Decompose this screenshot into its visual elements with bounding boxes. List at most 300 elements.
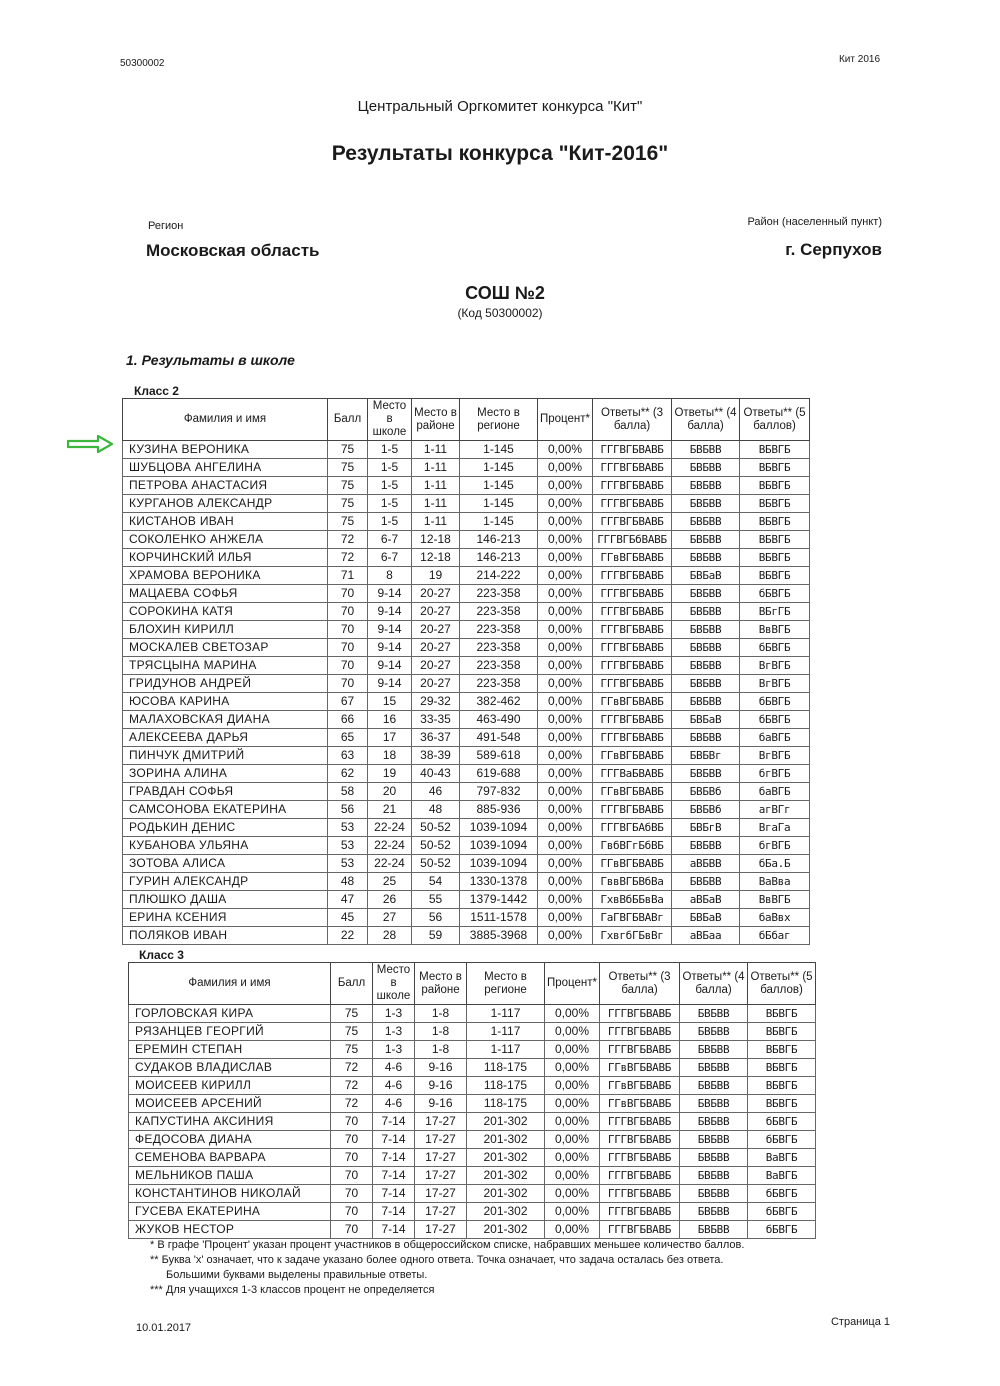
cell-region-place: 223-358	[460, 675, 538, 693]
cell-name: СУДАКОВ ВЛАДИСЛАВ	[129, 1059, 331, 1077]
contest-year: Кит 2016	[838, 54, 880, 65]
cell-answers-3: ГГГВГБВАВБ	[593, 513, 672, 531]
cell-district-place: 50-52	[412, 819, 460, 837]
cell-score: 71	[328, 567, 368, 585]
cell-percent: 0,00%	[538, 819, 593, 837]
table-row	[123, 477, 810, 495]
cell-score: 70	[331, 1131, 373, 1149]
cell-school-place: 18	[368, 747, 412, 765]
cell-region-place: 201-302	[467, 1149, 545, 1167]
cell-answers-3: ГГГВГБВАВБ	[593, 639, 672, 657]
cell-name: КУБАНОВА УЛЬЯНА	[123, 837, 328, 855]
cell-school-place: 9-14	[368, 639, 412, 657]
cell-answers-5: ВгаГа	[740, 819, 810, 837]
cell-percent: 0,00%	[538, 765, 593, 783]
cell-name: ЖУКОВ НЕСТОР	[129, 1221, 331, 1239]
cell-percent: 0,00%	[545, 1095, 600, 1113]
cell-district-place: 29-32	[412, 693, 460, 711]
cell-answers-3: ГГГВГБВАВБ	[593, 459, 672, 477]
cell-district-place: 20-27	[412, 621, 460, 639]
table-row	[129, 1005, 816, 1023]
cell-school-place: 9-14	[368, 621, 412, 639]
cell-answers-3: ГГвВГБВАВБ	[600, 1077, 680, 1095]
cell-name: ЮСОВА КАРИНА	[123, 693, 328, 711]
cell-district-place: 1-8	[415, 1005, 467, 1023]
cell-answers-5: ВвВГБ	[740, 891, 810, 909]
cell-answers-3: ГГГВГБВАВБ	[600, 1149, 680, 1167]
column-header-answers-5: Ответы** (5 баллов)	[740, 399, 810, 441]
cell-answers-3: ГГГВГБВАВБ	[600, 1041, 680, 1059]
cell-district-place: 1-11	[412, 513, 460, 531]
cell-name: ХРАМОВА ВЕРОНИКА	[123, 567, 328, 585]
cell-district-place: 17-27	[415, 1113, 467, 1131]
cell-school-place: 4-6	[373, 1059, 415, 1077]
results-table	[128, 962, 816, 1239]
cell-name: ЕРЕМИН СТЕПАН	[129, 1041, 331, 1059]
cell-district-place: 20-27	[412, 639, 460, 657]
cell-answers-3: ГГГВГБВАВБ	[593, 585, 672, 603]
cell-region-place: 1039-1094	[460, 837, 538, 855]
cell-answers-5: ВБВГБ	[748, 1005, 816, 1023]
cell-school-place: 17	[368, 729, 412, 747]
cell-answers-5: ВБВГБ	[740, 441, 810, 459]
cell-name: ГРАВДАН СОФЬЯ	[123, 783, 328, 801]
cell-score: 53	[328, 837, 368, 855]
cell-answers-5: ВБВГБ	[740, 513, 810, 531]
cell-answers-3: ГвбВГгБбВБ	[593, 837, 672, 855]
cell-answers-3: ГГГВГБВАВБ	[600, 1023, 680, 1041]
cell-percent: 0,00%	[545, 1185, 600, 1203]
table-row	[129, 1221, 816, 1239]
cell-answers-3: ГГГВГБВАВБ	[600, 1131, 680, 1149]
cell-answers-5: баВГБ	[740, 783, 810, 801]
cell-name: ПОЛЯКОВ ИВАН	[123, 927, 328, 945]
cell-answers-4: БВБВВ	[672, 513, 740, 531]
cell-score: 70	[328, 621, 368, 639]
cell-answers-5: баВГБ	[740, 729, 810, 747]
table-row	[123, 873, 810, 891]
cell-name: ГОРЛОВСКАЯ КИРА	[129, 1005, 331, 1023]
cell-score: 47	[328, 891, 368, 909]
cell-answers-3: ГГГВаБВАВБ	[593, 765, 672, 783]
cell-district-place: 36-37	[412, 729, 460, 747]
cell-score: 70	[328, 585, 368, 603]
cell-region-place: 201-302	[467, 1185, 545, 1203]
cell-score: 58	[328, 783, 368, 801]
cell-percent: 0,00%	[538, 585, 593, 603]
cell-region-place: 201-302	[467, 1203, 545, 1221]
cell-answers-5: бБВГБ	[740, 711, 810, 729]
cell-school-place: 7-14	[373, 1113, 415, 1131]
cell-score: 53	[328, 819, 368, 837]
cell-answers-4: БВБВВ	[680, 1149, 748, 1167]
cell-name: МАЦАЕВА СОФЬЯ	[123, 585, 328, 603]
cell-region-place: 223-358	[460, 657, 538, 675]
cell-answers-5: ВаВва	[740, 873, 810, 891]
results-table	[122, 398, 810, 945]
cell-school-place: 26	[368, 891, 412, 909]
cell-answers-3: ГГГВГБВАВБ	[593, 657, 672, 675]
table-row	[129, 1185, 816, 1203]
cell-percent: 0,00%	[538, 729, 593, 747]
cell-name: ГРИДУНОВ АНДРЕЙ	[123, 675, 328, 693]
cell-answers-3: ГаГВГБВАВг	[593, 909, 672, 927]
cell-district-place: 1-11	[412, 495, 460, 513]
cell-district-place: 1-11	[412, 477, 460, 495]
cell-answers-4: БВБВВ	[680, 1041, 748, 1059]
table-row	[129, 1167, 816, 1185]
cell-percent: 0,00%	[538, 639, 593, 657]
cell-score: 70	[331, 1113, 373, 1131]
cell-percent: 0,00%	[545, 1059, 600, 1077]
cell-answers-3: ГхвВбББвВа	[593, 891, 672, 909]
cell-answers-4: БВБВВ	[672, 441, 740, 459]
cell-name: КИСТАНОВ ИВАН	[123, 513, 328, 531]
cell-percent: 0,00%	[538, 603, 593, 621]
table-header-row	[129, 963, 816, 1005]
cell-school-place: 27	[368, 909, 412, 927]
cell-answers-3: ГГГВГБВАВБ	[593, 495, 672, 513]
cell-score: 70	[331, 1221, 373, 1239]
cell-percent: 0,00%	[538, 711, 593, 729]
cell-answers-4: БВБВВ	[680, 1059, 748, 1077]
cell-answers-4: БВБВВ	[672, 603, 740, 621]
cell-school-place: 1-3	[373, 1023, 415, 1041]
cell-answers-4: БВБВВ	[672, 873, 740, 891]
page-title: Результаты конкурса "Кит-2016"	[331, 142, 669, 165]
cell-region-place: 1-117	[467, 1023, 545, 1041]
cell-school-place: 1-5	[368, 495, 412, 513]
cell-name: МОИСЕЕВ КИРИЛЛ	[129, 1077, 331, 1095]
cell-region-place: 223-358	[460, 639, 538, 657]
column-header-district-place: Место в районе	[412, 399, 460, 441]
cell-percent: 0,00%	[545, 1131, 600, 1149]
cell-region-place: 223-358	[460, 585, 538, 603]
column-header-percent: Процент*	[538, 399, 593, 441]
table-row	[123, 567, 810, 585]
cell-region-place: 1-145	[460, 459, 538, 477]
table-row	[123, 585, 810, 603]
cell-answers-5: бгВГБ	[740, 765, 810, 783]
table-row	[123, 603, 810, 621]
cell-answers-4: БВБВВ	[680, 1131, 748, 1149]
table-row	[123, 783, 810, 801]
cell-answers-5: бБВГБ	[740, 693, 810, 711]
cell-answers-3: ГГГВГБАбВБ	[593, 819, 672, 837]
cell-school-place: 20	[368, 783, 412, 801]
cell-district-place: 20-27	[412, 603, 460, 621]
cell-region-place: 1-145	[460, 477, 538, 495]
cell-score: 70	[328, 639, 368, 657]
cell-percent: 0,00%	[545, 1005, 600, 1023]
table-row	[123, 711, 810, 729]
table-row	[123, 675, 810, 693]
cell-answers-5: ВБВГБ	[748, 1023, 816, 1041]
cell-answers-5: бБВГБ	[748, 1185, 816, 1203]
cell-district-place: 19	[412, 567, 460, 585]
cell-district-place: 17-27	[415, 1167, 467, 1185]
table-row	[123, 909, 810, 927]
cell-score: 75	[331, 1041, 373, 1059]
cell-region-place: 1039-1094	[460, 855, 538, 873]
cell-district-place: 17-27	[415, 1221, 467, 1239]
cell-answers-4: БВБВВ	[672, 639, 740, 657]
cell-school-place: 28	[368, 927, 412, 945]
cell-region-place: 491-548	[460, 729, 538, 747]
cell-percent: 0,00%	[538, 873, 593, 891]
organizer: Центральный Оргкомитет конкурса "Кит"	[357, 98, 643, 115]
cell-answers-3: ГГГВГБВАВБ	[593, 711, 672, 729]
cell-district-place: 12-18	[412, 549, 460, 567]
cell-name: СОРОКИНА КАТЯ	[123, 603, 328, 621]
cell-district-place: 17-27	[415, 1149, 467, 1167]
cell-district-place: 17-27	[415, 1203, 467, 1221]
cell-region-place: 1330-1378	[460, 873, 538, 891]
table-row	[123, 549, 810, 567]
cell-score: 75	[328, 477, 368, 495]
cell-answers-5: бБВГБ	[748, 1113, 816, 1131]
cell-percent: 0,00%	[538, 837, 593, 855]
cell-percent: 0,00%	[538, 657, 593, 675]
column-header-percent: Процент*	[545, 963, 600, 1005]
cell-score: 70	[331, 1167, 373, 1185]
cell-name: ФЕДОСОВА ДИАНА	[129, 1131, 331, 1149]
table-header-row	[123, 399, 810, 441]
cell-answers-5: бБбаг	[740, 927, 810, 945]
cell-district-place: 9-16	[415, 1059, 467, 1077]
cell-region-place: 1-145	[460, 495, 538, 513]
cell-answers-5: ВБВГБ	[740, 495, 810, 513]
cell-name: СЕМЕНОВА ВАРВАРА	[129, 1149, 331, 1167]
report-date: 10.01.2017	[136, 1322, 192, 1334]
cell-school-place: 1-3	[373, 1005, 415, 1023]
column-header-answers-3: Ответы** (3 балла)	[600, 963, 680, 1005]
cell-answers-5: ВБВГБ	[748, 1059, 816, 1077]
cell-name: АЛЕКСЕЕВА ДАРЬЯ	[123, 729, 328, 747]
cell-name: КОРЧИНСКИЙ ИЛЬЯ	[123, 549, 328, 567]
cell-name: ТРЯСЦЫНА МАРИНА	[123, 657, 328, 675]
cell-answers-4: БВБВВ	[672, 621, 740, 639]
table-row	[123, 639, 810, 657]
cell-answers-4: БВБВВ	[680, 1221, 748, 1239]
cell-percent: 0,00%	[538, 513, 593, 531]
region-label: Регион	[148, 220, 184, 232]
cell-school-place: 7-14	[373, 1167, 415, 1185]
cell-name: КУРГАНОВ АЛЕКСАНДР	[123, 495, 328, 513]
cell-district-place: 50-52	[412, 855, 460, 873]
table-row	[129, 1203, 816, 1221]
cell-percent: 0,00%	[538, 495, 593, 513]
cell-name: КОНСТАНТИНОВ НИКОЛАЙ	[129, 1185, 331, 1203]
cell-school-place: 1-5	[368, 459, 412, 477]
cell-answers-5: бБВГБ	[748, 1221, 816, 1239]
cell-percent: 0,00%	[538, 477, 593, 495]
cell-district-place: 40-43	[412, 765, 460, 783]
cell-school-place: 6-7	[368, 531, 412, 549]
cell-school-place: 9-14	[368, 585, 412, 603]
cell-answers-3: ГГГВГБВАВБ	[593, 621, 672, 639]
cell-answers-5: бБВГБ	[740, 639, 810, 657]
column-header-score: Балл	[331, 963, 373, 1005]
table-row	[123, 495, 810, 513]
cell-answers-4: БВБаВ	[672, 909, 740, 927]
table-row	[123, 819, 810, 837]
column-header-answers-4: Ответы** (4 балла)	[680, 963, 748, 1005]
cell-score: 70	[328, 675, 368, 693]
cell-school-place: 9-14	[368, 603, 412, 621]
cell-percent: 0,00%	[538, 783, 593, 801]
cell-percent: 0,00%	[545, 1149, 600, 1167]
cell-school-place: 9-14	[368, 675, 412, 693]
cell-name: РЯЗАНЦЕВ ГЕОРГИЙ	[129, 1023, 331, 1041]
cell-district-place: 9-16	[415, 1077, 467, 1095]
cell-answers-5: бБа.Б	[740, 855, 810, 873]
cell-region-place: 146-213	[460, 549, 538, 567]
cell-answers-4: БВБаВ	[672, 567, 740, 585]
cell-answers-5: ВБВГБ	[740, 549, 810, 567]
cell-name: ГУСЕВА ЕКАТЕРИНА	[129, 1203, 331, 1221]
cell-answers-4: БВБВВ	[672, 477, 740, 495]
table-row	[123, 747, 810, 765]
cell-answers-4: аВБВВ	[672, 855, 740, 873]
cell-region-place: 214-222	[460, 567, 538, 585]
cell-answers-5: ВБВГБ	[740, 531, 810, 549]
cell-answers-3: ГГвВГБВАВБ	[593, 855, 672, 873]
cell-answers-3: ГГГВГБВАВБ	[600, 1167, 680, 1185]
footnotes	[150, 1238, 744, 1298]
cell-answers-5: ВБВГБ	[748, 1077, 816, 1095]
cell-answers-3: ГГГВГБВАВБ	[593, 477, 672, 495]
cell-answers-4: БВБВВ	[680, 1167, 748, 1185]
cell-region-place: 1379-1442	[460, 891, 538, 909]
table-row	[129, 1023, 816, 1041]
cell-name: ПИНЧУК ДМИТРИЙ	[123, 747, 328, 765]
cell-district-place: 55	[412, 891, 460, 909]
school-code: (Код 50300002)	[457, 306, 543, 320]
cell-region-place: 223-358	[460, 621, 538, 639]
column-header-school-place: Место в школе	[368, 399, 412, 441]
cell-answers-3: ГГвВГБВАВБ	[593, 693, 672, 711]
cell-region-place: 118-175	[467, 1095, 545, 1113]
cell-answers-5: ВБВГБ	[740, 477, 810, 495]
cell-answers-3: ГГГВГБВАВБ	[600, 1005, 680, 1023]
cell-score: 75	[328, 441, 368, 459]
cell-answers-3: ГхвгбГБвВг	[593, 927, 672, 945]
cell-region-place: 463-490	[460, 711, 538, 729]
cell-region-place: 118-175	[467, 1059, 545, 1077]
cell-answers-3: ГГГВГБВАВБ	[593, 675, 672, 693]
column-header-answers-4: Ответы** (4 балла)	[672, 399, 740, 441]
cell-score: 72	[331, 1059, 373, 1077]
cell-district-place: 20-27	[412, 675, 460, 693]
cell-school-place: 25	[368, 873, 412, 891]
cell-answers-3: ГГГВГБВАВБ	[593, 567, 672, 585]
column-header-region-place: Место в регионе	[467, 963, 545, 1005]
cell-school-place: 16	[368, 711, 412, 729]
region-value: Московская область	[146, 241, 320, 260]
cell-region-place: 1511-1578	[460, 909, 538, 927]
cell-answers-5: ВБВГБ	[740, 459, 810, 477]
table-row	[123, 441, 810, 459]
cell-answers-4: БВБВВ	[680, 1113, 748, 1131]
table-row	[129, 1059, 816, 1077]
cell-answers-4: БВБВВ	[672, 549, 740, 567]
cell-score: 22	[328, 927, 368, 945]
table-row	[123, 531, 810, 549]
column-header-district-place: Место в районе	[415, 963, 467, 1005]
cell-school-place: 1-5	[368, 513, 412, 531]
cell-region-place: 1-145	[460, 441, 538, 459]
cell-answers-5: бБВГБ	[748, 1203, 816, 1221]
table-row	[129, 1131, 816, 1149]
cell-percent: 0,00%	[538, 567, 593, 585]
cell-answers-5: ВБгГБ	[740, 603, 810, 621]
green-arrow-icon	[66, 434, 114, 454]
cell-school-place: 7-14	[373, 1131, 415, 1149]
table-row	[123, 459, 810, 477]
cell-answers-3: ГГГВГБВАВБ	[600, 1185, 680, 1203]
cell-school-place: 15	[368, 693, 412, 711]
cell-school-place: 22-24	[368, 855, 412, 873]
cell-school-place: 7-14	[373, 1185, 415, 1203]
cell-name: БЛОХИН КИРИЛЛ	[123, 621, 328, 639]
cell-percent: 0,00%	[538, 531, 593, 549]
cell-score: 75	[328, 459, 368, 477]
cell-school-place: 1-3	[373, 1041, 415, 1059]
table-row	[123, 855, 810, 873]
cell-answers-4: БВБВВ	[680, 1077, 748, 1095]
class-label: Класс 3	[139, 948, 184, 962]
cell-answers-5: агВГг	[740, 801, 810, 819]
cell-answers-3: ГГГВГБВАВБ	[600, 1221, 680, 1239]
cell-answers-3: ГввВГБВбВа	[593, 873, 672, 891]
cell-answers-4: БВБВВ	[672, 675, 740, 693]
cell-answers-5: ВаВГБ	[748, 1167, 816, 1185]
footnote-3: Большими буквами выделены правильные ответы.	[166, 1269, 428, 1281]
cell-answers-4: БВБВг	[672, 747, 740, 765]
table-row	[123, 801, 810, 819]
cell-school-place: 7-14	[373, 1221, 415, 1239]
cell-score: 72	[328, 549, 368, 567]
table-row	[129, 1095, 816, 1113]
cell-school-place: 4-6	[373, 1095, 415, 1113]
cell-answers-4: БВБВВ	[672, 585, 740, 603]
cell-answers-4: аВБаа	[672, 927, 740, 945]
cell-answers-5: ВгВГБ	[740, 657, 810, 675]
cell-answers-3: ГГГВГБВАВБ	[593, 603, 672, 621]
cell-score: 70	[328, 603, 368, 621]
cell-percent: 0,00%	[545, 1221, 600, 1239]
cell-name: МОИСЕЕВ АРСЕНИЙ	[129, 1095, 331, 1113]
cell-score: 72	[331, 1077, 373, 1095]
cell-answers-3: ГГГВГБбВАВБ	[593, 531, 672, 549]
footnote-2: ** Буква 'х' означает, что к задаче указано более одного ответа. Точка означает, что задача осталась без ответа.	[150, 1254, 724, 1266]
cell-district-place: 56	[412, 909, 460, 927]
cell-region-place: 1-145	[460, 513, 538, 531]
cell-percent: 0,00%	[545, 1077, 600, 1095]
cell-region-place: 201-302	[467, 1167, 545, 1185]
cell-name: МЕЛЬНИКОВ ПАША	[129, 1167, 331, 1185]
cell-school-place: 22-24	[368, 837, 412, 855]
cell-district-place: 1-11	[412, 459, 460, 477]
cell-answers-3: ГГвВГБВАВБ	[593, 747, 672, 765]
cell-school-place: 19	[368, 765, 412, 783]
cell-answers-3: ГГГВГБВАВБ	[593, 441, 672, 459]
cell-district-place: 59	[412, 927, 460, 945]
cell-score: 72	[331, 1095, 373, 1113]
footnote-1: * В графе 'Процент' указан процент участников в общероссийском списке, набравших меньшее количество баллов.	[150, 1239, 745, 1251]
table-row	[123, 621, 810, 639]
